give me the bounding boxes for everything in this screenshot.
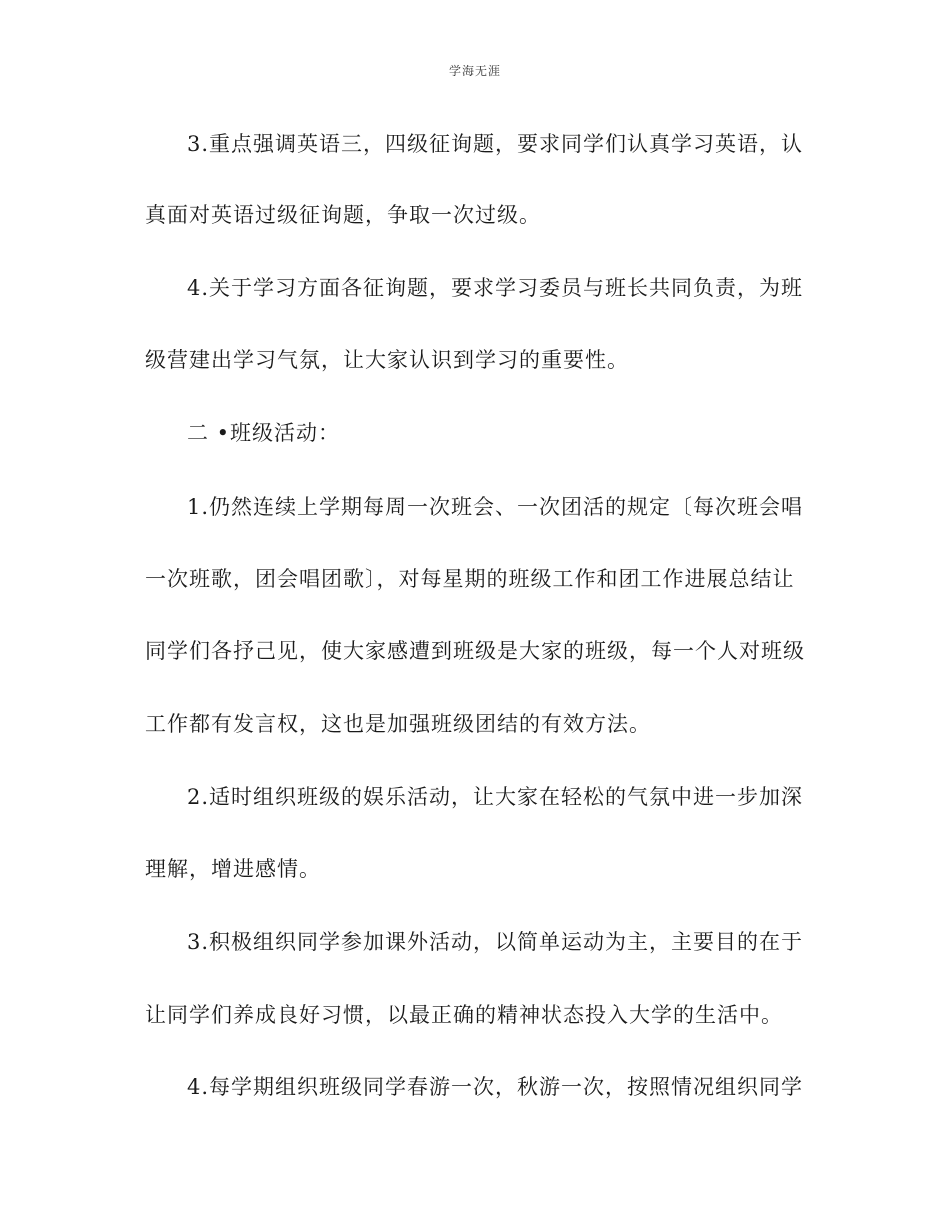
paragraph-line: 真面对英语过级征询题，争取一次过级。 bbox=[145, 203, 541, 227]
paragraph-line: 1.仍然连续上学期每周一次班会、一次团活的规定〔每次班会唱 bbox=[187, 495, 804, 519]
paragraph-line: 工作都有发言权，这也是加强班级团结的有效方法。 bbox=[145, 712, 651, 736]
paragraph-line: 理解，增进感情。 bbox=[145, 857, 321, 881]
paragraph-line: 同学们各抒己见，使大家感遭到班级是大家的班级，每一个人对班级 bbox=[145, 639, 805, 663]
page-header: 学海无涯 bbox=[448, 64, 501, 78]
paragraph-line: 让同学们养成良好习惯，以最正确的精神状态投入大学的生活中。 bbox=[145, 1003, 783, 1027]
paragraph-line: 2.适时组织班级的娱乐活动，让大家在轻松的气氛中进一步加深 bbox=[187, 785, 804, 809]
section-heading: 二 •班级活动： bbox=[187, 421, 341, 445]
paragraph-line: 3.积极组织同学参加课外活动，以简单运动为主，主要目的在于 bbox=[187, 930, 804, 954]
paragraph-line: 级营建出学习气氛，让大家认识到学习的重要性。 bbox=[145, 348, 629, 372]
paragraph-line: 4.每学期组织班级同学春游一次，秋游一次，按照情况组织同学 bbox=[187, 1075, 804, 1099]
paragraph-line: 4.关于学习方面各征询题，要求学习委员与班长共同负责，为班 bbox=[187, 276, 804, 300]
paragraph-line: 3.重点强调英语三，四级征询题，要求同学们认真学习英语，认 bbox=[187, 132, 804, 156]
paragraph-line: 一次班歌，团会唱团歌〕，对每星期的班级工作和团工作进展总结让 bbox=[145, 567, 795, 591]
